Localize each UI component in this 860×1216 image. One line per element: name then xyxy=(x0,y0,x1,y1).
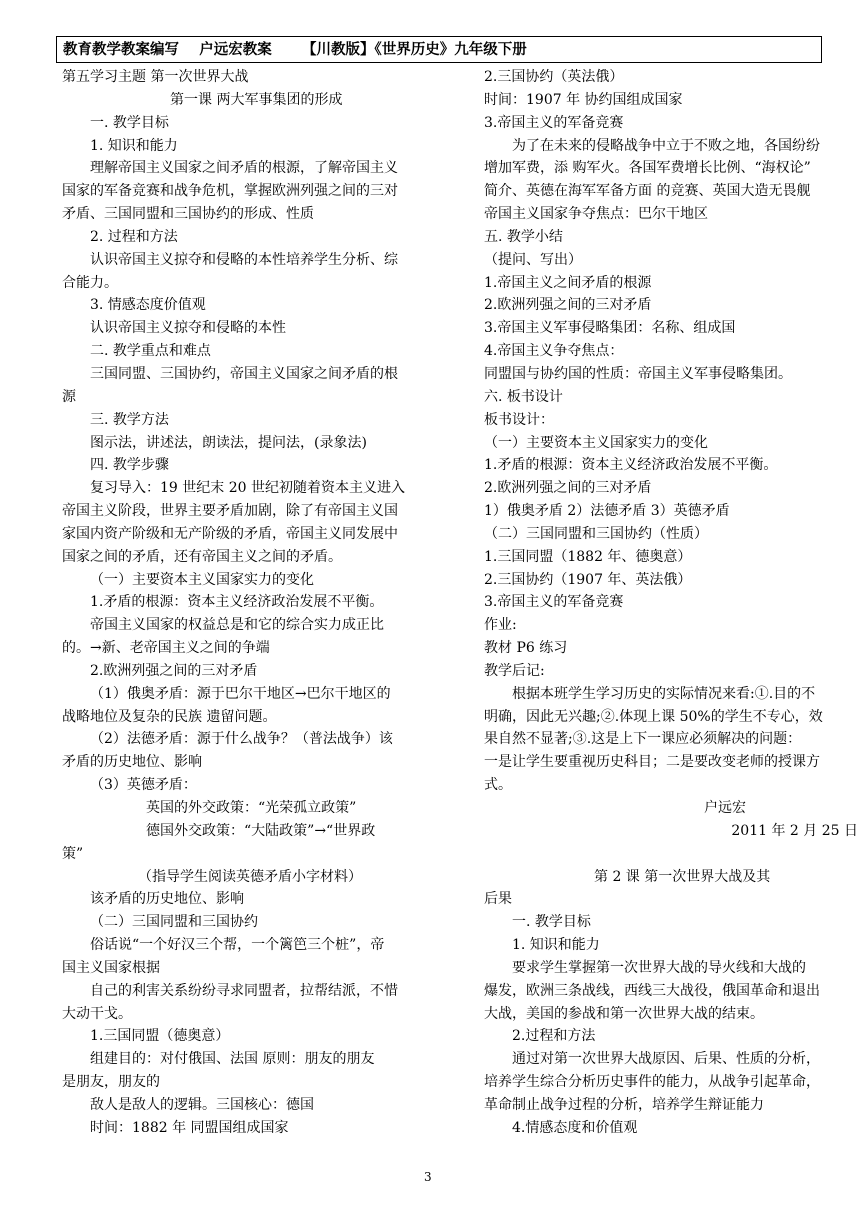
text-line: 增加军费，添 购军火。各国军费增长比例、“海权论” xyxy=(484,160,811,177)
text-line: 1.矛盾的根源：资本主义经济政治发展不平衡。 xyxy=(484,457,778,474)
text-line: 1.三国同盟（德奥意） xyxy=(90,1028,230,1045)
text-line: 英国的外交政策：“光荣孤立政策” xyxy=(146,800,357,816)
text-line: 根据本班学生学习历史的实际情况来看:①.目的不 xyxy=(512,685,816,702)
text-line: （一）主要资本主义国家实力的变化 xyxy=(90,571,314,588)
header-box xyxy=(56,36,822,63)
text-line: （二）三国同盟和三国协约 xyxy=(90,914,258,931)
text-line: 2.过程和方法 xyxy=(512,1028,596,1045)
text-line: 时间：1882 年 同盟国组成国家 xyxy=(90,1119,289,1136)
text-line: 一是让学生要重视历史科目；二是要改变老师的授课方 xyxy=(484,754,820,771)
text-line: 第一课 两大军事集团的形成 xyxy=(170,91,343,108)
text-line: 源 xyxy=(62,388,76,405)
text-line: 认识帝国主义掠夺和侵略的本性 xyxy=(90,320,286,337)
text-line: 二. 教学重点和难点 xyxy=(90,343,211,360)
text-line: 2.欧洲列强之间的三对矛盾 xyxy=(90,662,258,679)
text-line: 教学后记: xyxy=(484,662,545,679)
text-line: 2011 年 2 月 25 日 xyxy=(731,822,858,839)
text-line: 一. 教学目标 xyxy=(90,114,169,131)
text-line: 1. 知识和能力 xyxy=(90,137,178,154)
text-line: 简介、英德在海军军备方面 的竞赛、英国大造无畏舰 xyxy=(484,183,811,200)
text-line: 要求学生掌握第一次世界大战的导火线和大战的 xyxy=(512,959,806,976)
text-line: 同盟国与协约国的性质：帝国主义军事侵略集团。 xyxy=(484,365,792,382)
text-line: 图示法，讲述法，朗读法，提问法，(录象法) xyxy=(90,434,367,451)
text-line: 认识帝国主义掠夺和侵略的本性培养学生分析、综 xyxy=(90,251,398,268)
text-line: 第 2 课 第一次世界大战及其 xyxy=(594,868,771,885)
text-line: 通过对第一次世界大战原因、后果、性质的分析， xyxy=(512,1051,820,1068)
header-title: 教育教学教案编写 户远宏教案 【川教版】《世界历史》九年级下册 xyxy=(63,42,527,58)
text-line xyxy=(484,843,860,866)
text-line: 教材 P6 练习 xyxy=(484,640,568,657)
text-line: 第五学习主题 第一次世界大战 xyxy=(62,69,249,85)
text-line: 革命制止战争过程的分析，培养学生辩证能力 xyxy=(484,1096,764,1113)
text-line: 敌人是敌人的逻辑。三国核心：德国 xyxy=(90,1096,314,1113)
text-line: 矛盾、三国同盟和三国协约的形成、性质 xyxy=(62,206,314,223)
text-line: 国家的军备竞赛和战争危机，掌握欧洲列强之间的三对 xyxy=(62,183,398,200)
page-number: 3 xyxy=(424,1170,432,1184)
text-line: 2. 过程和方法 xyxy=(90,228,178,245)
text-line: 果自然不显著;③.这是上下一课应必须解决的问题： xyxy=(484,731,802,748)
text-line: 明确，因此无兴趣;②.体现上课 50%的学生不专心，效 xyxy=(484,708,823,725)
text-line: 三. 教学方法 xyxy=(90,411,169,428)
text-line: 2.三国协约（英法俄） xyxy=(484,69,624,85)
text-line: 帝国主义阶段，世界主要矛盾加剧，除了有帝国主义国 xyxy=(62,503,398,520)
text-line: 1.三国同盟（1882 年、德奥意） xyxy=(484,548,692,565)
text-line: 2.欧洲列强之间的三对矛盾 xyxy=(484,480,652,497)
text-line: 时间：1907 年 协约国组成国家 xyxy=(484,91,683,108)
text-line: 帝国主义国家的权益总是和它的综合实力成正比 xyxy=(90,617,384,634)
text-line: （2）法德矛盾：源于什么战争？（普法战争）该 xyxy=(90,731,393,748)
text-line: 是朋友，朋友的 xyxy=(62,1074,160,1091)
text-line: （3）英德矛盾： xyxy=(90,777,197,794)
text-line: 自己的利害关系纷纷寻求同盟者，拉帮结派，不惜 xyxy=(90,982,398,999)
text-line: 后果 xyxy=(484,891,512,908)
text-line: 大战，美国的参战和第一次世界大战的结束。 xyxy=(484,1005,764,1022)
text-line: 培养学生综合分析历史事件的能力，从战争引起革命， xyxy=(484,1074,820,1091)
text-line: 为了在未来的侵略战争中立于不败之地，各国纷纷 xyxy=(512,137,820,154)
text-line: 四. 教学步骤 xyxy=(90,457,169,474)
text-line: 板书设计： xyxy=(484,411,554,428)
text-line: 的。→新、老帝国主义之间的争端 xyxy=(62,640,270,657)
text-line: 3. 情感态度价值观 xyxy=(90,297,206,314)
text-line: 策” xyxy=(62,845,84,862)
text-line: 矛盾的历史地位、影响 xyxy=(62,754,202,771)
text-line: 大动干戈。 xyxy=(62,1005,132,1022)
text-line: 4.情感态度和价值观 xyxy=(512,1119,638,1136)
text-line: （一）主要资本主义国家实力的变化 xyxy=(484,434,708,451)
text-line: 组建目的：对付俄国、法国 原则：朋友的朋友 xyxy=(90,1051,375,1068)
text-line: 五. 教学小结 xyxy=(484,228,563,245)
text-line: 帝国主义国家争夺焦点：巴尔干地区 xyxy=(484,206,708,223)
text-line: 2.欧洲列强之间的三对矛盾 xyxy=(484,297,652,314)
text-line: 作业: xyxy=(484,617,517,634)
text-line: 3.帝国主义军事侵略集团：名称、组成国 xyxy=(484,320,736,337)
text-line: 2.三国协约（1907 年、英法俄） xyxy=(484,571,692,588)
left-column xyxy=(62,66,440,1140)
text-line: 德国外交政策：“大陆政策”→“世界政 xyxy=(146,822,376,839)
text-line: 国主义国家根据 xyxy=(62,959,160,976)
text-line: （提问、写出） xyxy=(484,251,582,268)
right-column xyxy=(484,66,860,1140)
text-line: 战略地位及复杂的民族 遗留问题。 xyxy=(62,708,277,725)
text-line: 俗话说“一个好汉三个帮，一个篱笆三个桩”，帝 xyxy=(90,937,385,954)
text-line: 1. 知识和能力 xyxy=(512,937,600,954)
text-line: 该矛盾的历史地位、影响 xyxy=(90,891,244,908)
text-line: 家国内资产阶级和无产阶级的矛盾，帝国主义同发展中 xyxy=(62,525,398,542)
text-line: 1.矛盾的根源：资本主义经济政治发展不平衡。 xyxy=(90,594,384,611)
text-line: 爆发，欧洲三条战线，西线三大战役，俄国革命和退出 xyxy=(484,982,820,999)
text-line: 三国同盟、三国协约，帝国主义国家之间矛盾的根 xyxy=(90,365,398,382)
text-line: 1.帝国主义之间矛盾的根源 xyxy=(484,274,652,291)
text-line: 3.帝国主义的军备竞赛 xyxy=(484,114,624,131)
text-line: （二）三国同盟和三国协约（性质） xyxy=(484,525,708,542)
text-line: 式。 xyxy=(484,777,512,794)
text-line: 4.帝国主义争夺焦点： xyxy=(484,343,624,360)
text-line: 3.帝国主义的军备竞赛 xyxy=(484,594,624,611)
text-line: 六. 板书设计 xyxy=(484,388,563,405)
text-line: 国家之间的矛盾，还有帝国主义之间的矛盾。 xyxy=(62,548,342,565)
text-line: 户远宏 xyxy=(704,800,746,816)
text-line: （1）俄奥矛盾：源于巴尔干地区→巴尔干地区的 xyxy=(90,685,391,702)
text-line: 复习导入：19 世纪末 20 世纪初随着资本主义进入 xyxy=(90,480,405,497)
text-line: 理解帝国主义国家之间矛盾的根源，了解帝国主义 xyxy=(90,160,398,177)
text-line: 1）俄奥矛盾 2）法德矛盾 3）英德矛盾 xyxy=(484,503,730,520)
text-line: 一. 教学目标 xyxy=(512,914,591,931)
text-line: （指导学生阅读英德矛盾小字材料） xyxy=(138,868,362,885)
text-line: 合能力。 xyxy=(62,274,118,291)
